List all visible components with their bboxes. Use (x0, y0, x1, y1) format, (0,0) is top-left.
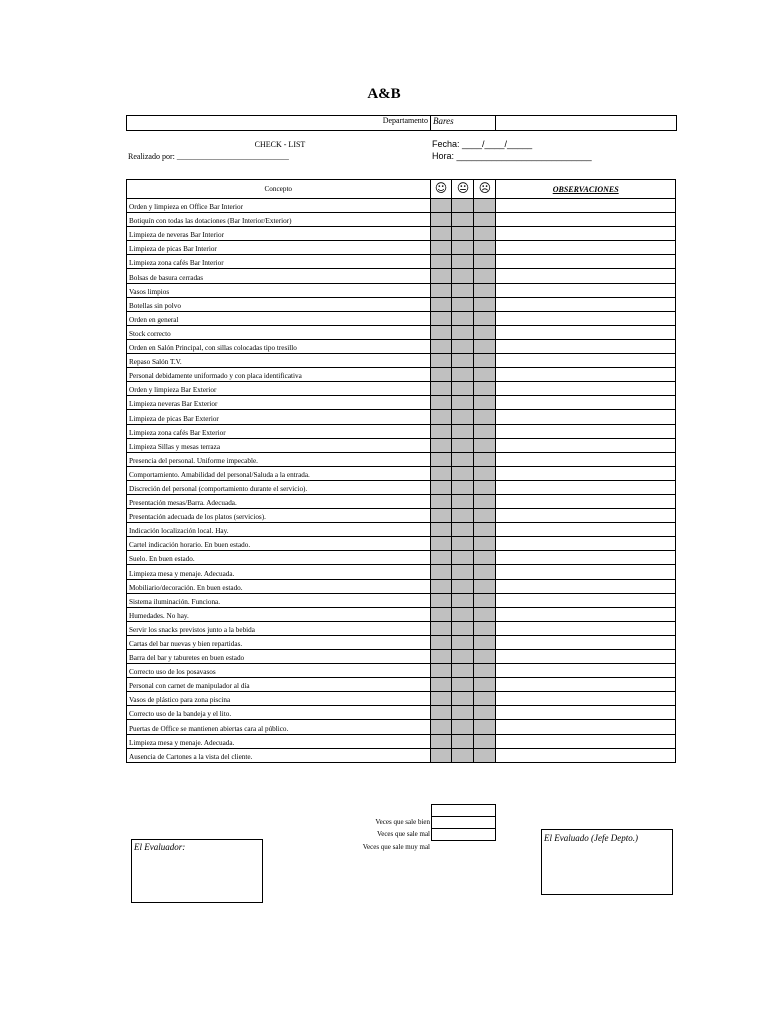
observation-cell[interactable] (496, 199, 676, 213)
rating-cell-happy[interactable] (430, 241, 452, 255)
observation-cell[interactable] (496, 382, 676, 396)
concept-cell: Sistema iluminación. Funciona. (127, 593, 431, 607)
table-header (127, 180, 676, 199)
rating-cell-sad[interactable] (474, 382, 496, 396)
table-row (127, 621, 676, 635)
rating-cell-happy[interactable] (430, 509, 452, 523)
rating-cell-neutral[interactable] (452, 494, 474, 508)
rating-cell-neutral[interactable] (452, 706, 474, 720)
concept-cell: Barra del bar y taburetes en buen estado (127, 650, 431, 664)
table-row (127, 720, 676, 734)
rating-cell-sad[interactable] (474, 509, 496, 523)
rating-cell-neutral[interactable] (452, 452, 474, 466)
rating-cell-sad[interactable] (474, 227, 496, 241)
observation-cell[interactable] (496, 269, 676, 283)
concept-cell: Puertas de Office se mantienen abiertas cara al público. (127, 720, 431, 734)
concept-cell: Indicación localización local. Hay. (127, 523, 431, 537)
table-row (127, 593, 676, 607)
rating-cell-happy[interactable] (430, 255, 452, 269)
table-row (127, 410, 676, 424)
tally-cell-bien[interactable] (432, 817, 496, 829)
observation-cell[interactable] (496, 227, 676, 241)
rating-cell-sad[interactable] (474, 635, 496, 649)
rating-cell-neutral[interactable] (452, 354, 474, 368)
rating-cell-neutral[interactable] (452, 227, 474, 241)
concept-cell: Orden en general (127, 311, 431, 325)
observation-cell[interactable] (496, 565, 676, 579)
concept-cell: Vasos limpios (127, 283, 431, 297)
tally-cell-header (432, 805, 496, 817)
tally-table (431, 804, 496, 841)
table-row (127, 424, 676, 438)
table-row (127, 650, 676, 664)
rating-cell-happy[interactable] (430, 565, 452, 579)
rating-cell-sad[interactable] (474, 213, 496, 227)
table-row (127, 692, 676, 706)
rating-cell-sad[interactable] (474, 664, 496, 678)
rating-cell-neutral[interactable] (452, 410, 474, 424)
rating-cell-happy[interactable] (430, 410, 452, 424)
rating-cell-sad[interactable] (474, 199, 496, 213)
rating-cell-sad[interactable] (474, 607, 496, 621)
observation-cell[interactable] (496, 706, 676, 720)
rating-cell-neutral[interactable] (452, 199, 474, 213)
rating-cell-neutral[interactable] (452, 269, 474, 283)
table-row (127, 579, 676, 593)
observation-cell[interactable] (496, 551, 676, 565)
hora-field[interactable]: Hora: ___________________________ (432, 151, 592, 161)
rating-cell-happy[interactable] (430, 480, 452, 494)
rating-cell-happy[interactable] (430, 551, 452, 565)
table-row (127, 706, 676, 720)
rating-cell-happy[interactable] (430, 748, 452, 762)
concept-cell: Limpieza mesa y menaje. Adecuada. (127, 565, 431, 579)
table-row (127, 734, 676, 748)
observation-cell[interactable] (496, 410, 676, 424)
rating-cell-happy[interactable] (430, 199, 452, 213)
concept-cell: Ausencia de Cartones a la vista del cliente. (127, 748, 431, 762)
observation-cell[interactable] (496, 438, 676, 452)
rating-cell-happy[interactable] (430, 692, 452, 706)
tally-cell-mal[interactable] (432, 829, 496, 841)
concept-cell: Orden y limpieza en Office Bar Interior (127, 199, 431, 213)
concept-cell: Personal con carnet de manipulador al día (127, 678, 431, 692)
page-title: A&B (367, 86, 401, 102)
rating-cell-happy[interactable] (430, 227, 452, 241)
concept-cell: Botiquín con todas las dotaciones (Bar Interior/Exterior) (127, 213, 431, 227)
tally-label-bien: Veces que sale bien (375, 818, 430, 826)
rating-cell-happy[interactable] (430, 579, 452, 593)
table-row (127, 396, 676, 410)
rating-cell-sad[interactable] (474, 255, 496, 269)
table-row (127, 382, 676, 396)
observation-cell[interactable] (496, 650, 676, 664)
rating-cell-neutral[interactable] (452, 311, 474, 325)
observation-cell[interactable] (496, 494, 676, 508)
rating-cell-happy[interactable] (430, 706, 452, 720)
observation-cell[interactable] (496, 452, 676, 466)
concept-cell: Personal debidamente uniformado y con placa identificativa (127, 368, 431, 382)
concept-cell: Presentación mesas/Barra. Adecuada. (127, 494, 431, 508)
rating-cell-neutral[interactable] (452, 621, 474, 635)
rating-cell-neutral[interactable] (452, 678, 474, 692)
rating-cell-sad[interactable] (474, 452, 496, 466)
rating-cell-sad[interactable] (474, 354, 496, 368)
concept-cell: Repaso Salón T.V. (127, 354, 431, 368)
rating-cell-neutral[interactable] (452, 382, 474, 396)
rating-cell-neutral[interactable] (452, 565, 474, 579)
concept-cell: Correcto uso de la bandeja y el lito. (127, 706, 431, 720)
rating-cell-happy[interactable] (430, 424, 452, 438)
rating-cell-sad[interactable] (474, 706, 496, 720)
rating-cell-sad[interactable] (474, 748, 496, 762)
table-row (127, 199, 676, 213)
rating-cell-sad[interactable] (474, 410, 496, 424)
rating-cell-neutral[interactable] (452, 509, 474, 523)
divider (430, 115, 431, 131)
rating-cell-sad[interactable] (474, 565, 496, 579)
rating-cell-sad[interactable] (474, 297, 496, 311)
observations-header: OBSERVACIONES (496, 180, 676, 199)
rating-cell-happy[interactable] (430, 311, 452, 325)
concept-cell: Limpieza zona cafés Bar Exterior (127, 424, 431, 438)
rating-cell-happy[interactable] (430, 537, 452, 551)
rating-cell-sad[interactable] (474, 283, 496, 297)
rating-cell-happy[interactable] (430, 678, 452, 692)
rating-cell-happy[interactable] (430, 494, 452, 508)
observation-cell[interactable] (496, 311, 676, 325)
rating-cell-happy[interactable] (430, 297, 452, 311)
sad-face-glyph: ☹ (478, 180, 492, 195)
table-row (127, 227, 676, 241)
rating-cell-neutral[interactable] (452, 664, 474, 678)
rating-cell-sad[interactable] (474, 494, 496, 508)
rating-cell-sad[interactable] (474, 396, 496, 410)
rating-cell-happy[interactable] (430, 339, 452, 353)
rating-cell-happy[interactable] (430, 593, 452, 607)
rating-cell-neutral[interactable] (452, 692, 474, 706)
table-row (127, 664, 676, 678)
rating-cell-sad[interactable] (474, 480, 496, 494)
table-row (127, 311, 676, 325)
divider (495, 115, 496, 131)
table-row (127, 678, 676, 692)
rating-cell-happy[interactable] (430, 368, 452, 382)
rating-cell-neutral[interactable] (452, 339, 474, 353)
rating-cell-neutral[interactable] (452, 734, 474, 748)
concept-cell: Botellas sin polvo (127, 297, 431, 311)
table-row (127, 494, 676, 508)
rating-cell-sad[interactable] (474, 593, 496, 607)
rating-cell-sad[interactable] (474, 311, 496, 325)
rating-cell-neutral[interactable] (452, 551, 474, 565)
concept-cell: Limpieza de picas Bar Exterior (127, 410, 431, 424)
concept-cell: Limpieza de picas Bar Interior (127, 241, 431, 255)
observation-cell[interactable] (496, 466, 676, 480)
observation-cell[interactable] (496, 283, 676, 297)
rating-cell-sad[interactable] (474, 523, 496, 537)
sad-face-icon (474, 180, 496, 199)
concept-cell: Humedades. No hay. (127, 607, 431, 621)
table-row (127, 607, 676, 621)
rating-cell-neutral[interactable] (452, 593, 474, 607)
happy-face-icon (430, 180, 452, 199)
rating-cell-happy[interactable] (430, 621, 452, 635)
table-row (127, 565, 676, 579)
rating-cell-sad[interactable] (474, 368, 496, 382)
rating-cell-sad[interactable] (474, 325, 496, 339)
concept-cell: Discreción del personal (comportamiento durante el servicio). (127, 480, 431, 494)
fecha-field[interactable]: Fecha: ____/____/_____ (432, 139, 533, 149)
rating-cell-neutral[interactable] (452, 396, 474, 410)
rating-cell-happy[interactable] (430, 734, 452, 748)
rating-cell-neutral[interactable] (452, 255, 474, 269)
happy-face-glyph: ☺ (434, 180, 448, 195)
observation-cell[interactable] (496, 523, 676, 537)
rating-cell-sad[interactable] (474, 339, 496, 353)
concept-cell: Servir los snacks previstos junto a la bebida (127, 621, 431, 635)
observation-cell[interactable] (496, 579, 676, 593)
rating-cell-sad[interactable] (474, 424, 496, 438)
rating-cell-neutral[interactable] (452, 650, 474, 664)
table-row (127, 537, 676, 551)
checklist-table (126, 179, 676, 763)
rating-cell-sad[interactable] (474, 269, 496, 283)
table-row (127, 523, 676, 537)
checklist-heading: CHECK - LIST (254, 140, 306, 149)
rating-cell-sad[interactable] (474, 692, 496, 706)
table-row (127, 368, 676, 382)
observation-cell[interactable] (496, 678, 676, 692)
concept-cell: Limpieza mesa y menaje. Adecuada. (127, 734, 431, 748)
rating-cell-neutral[interactable] (452, 466, 474, 480)
rating-cell-sad[interactable] (474, 650, 496, 664)
observation-cell[interactable] (496, 720, 676, 734)
concept-cell: Correcto uso de los posavasos (127, 664, 431, 678)
table-row (127, 255, 676, 269)
rating-cell-sad[interactable] (474, 551, 496, 565)
neutral-face-glyph: 😐 (456, 180, 470, 195)
table-row (127, 509, 676, 523)
observation-cell[interactable] (496, 748, 676, 762)
rating-cell-neutral[interactable] (452, 438, 474, 452)
rating-cell-happy[interactable] (430, 213, 452, 227)
observation-cell[interactable] (496, 424, 676, 438)
rating-cell-happy[interactable] (430, 396, 452, 410)
concept-cell: Stock correcto (127, 325, 431, 339)
rating-cell-happy[interactable] (430, 523, 452, 537)
table-row (127, 269, 676, 283)
rating-cell-neutral[interactable] (452, 325, 474, 339)
rating-cell-happy[interactable] (430, 438, 452, 452)
rating-cell-sad[interactable] (474, 466, 496, 480)
table-row (127, 339, 676, 353)
rating-cell-happy[interactable] (430, 650, 452, 664)
concept-cell: Limpieza zona cafés Bar Interior (127, 255, 431, 269)
rating-cell-neutral[interactable] (452, 720, 474, 734)
rating-cell-neutral[interactable] (452, 241, 474, 255)
observation-cell[interactable] (496, 339, 676, 353)
observation-cell[interactable] (496, 213, 676, 227)
table-row (127, 325, 676, 339)
observation-cell[interactable] (496, 593, 676, 607)
observation-cell[interactable] (496, 354, 676, 368)
concept-cell: Limpieza de neveras Bar Interior (127, 227, 431, 241)
rating-cell-sad[interactable] (474, 579, 496, 593)
rating-cell-neutral[interactable] (452, 368, 474, 382)
rating-cell-sad[interactable] (474, 241, 496, 255)
rating-cell-happy[interactable] (430, 607, 452, 621)
concept-cell: Limpieza Sillas y mesas terraza (127, 438, 431, 452)
concept-cell: Vasos de plástico para zona piscina (127, 692, 431, 706)
observation-cell[interactable] (496, 734, 676, 748)
rating-cell-neutral[interactable] (452, 480, 474, 494)
rating-cell-neutral[interactable] (452, 213, 474, 227)
concept-cell: Presencia del personal. Uniforme impecable. (127, 452, 431, 466)
observation-cell[interactable] (496, 255, 676, 269)
rating-cell-sad[interactable] (474, 438, 496, 452)
table-row (127, 748, 676, 762)
rating-cell-neutral[interactable] (452, 283, 474, 297)
rating-cell-happy[interactable] (430, 466, 452, 480)
table-row (127, 213, 676, 227)
rating-cell-sad[interactable] (474, 537, 496, 551)
rating-cell-sad[interactable] (474, 720, 496, 734)
observation-cell[interactable] (496, 509, 676, 523)
rating-cell-neutral[interactable] (452, 635, 474, 649)
rating-cell-happy[interactable] (430, 269, 452, 283)
observation-cell[interactable] (496, 607, 676, 621)
neutral-face-icon (452, 180, 474, 199)
concept-cell: Orden y limpieza Bar Exterior (127, 382, 431, 396)
rating-cell-happy[interactable] (430, 382, 452, 396)
observation-cell[interactable] (496, 692, 676, 706)
concept-cell: Orden en Salón Principal, con sillas colocadas tipo tresillo (127, 339, 431, 353)
observation-cell[interactable] (496, 297, 676, 311)
observation-cell[interactable] (496, 325, 676, 339)
department-label: Departamento (382, 116, 428, 125)
rating-cell-neutral[interactable] (452, 607, 474, 621)
rating-cell-happy[interactable] (430, 354, 452, 368)
rating-cell-neutral[interactable] (452, 748, 474, 762)
realizado-por-field[interactable]: Realizado por: ____________________________ (128, 152, 289, 161)
observation-cell[interactable] (496, 664, 676, 678)
observation-cell[interactable] (496, 480, 676, 494)
rating-cell-neutral[interactable] (452, 579, 474, 593)
concept-cell: Cartel indicación horario. En buen estado. (127, 537, 431, 551)
concept-cell: Comportamiento. Amabilidad del personal/Saluda a la entrada. (127, 466, 431, 480)
evaluator-label: El Evaluador: (134, 842, 186, 852)
table-row (127, 551, 676, 565)
rating-cell-neutral[interactable] (452, 297, 474, 311)
rating-cell-happy[interactable] (430, 325, 452, 339)
table-row (127, 466, 676, 480)
rating-cell-happy[interactable] (430, 635, 452, 649)
rating-cell-neutral[interactable] (452, 424, 474, 438)
observation-cell[interactable] (496, 635, 676, 649)
rating-cell-sad[interactable] (474, 678, 496, 692)
rating-cell-happy[interactable] (430, 664, 452, 678)
observation-cell[interactable] (496, 537, 676, 551)
rating-cell-neutral[interactable] (452, 523, 474, 537)
rating-cell-happy[interactable] (430, 452, 452, 466)
observation-cell[interactable] (496, 241, 676, 255)
concept-cell: Suelo. En buen estado. (127, 551, 431, 565)
rating-cell-sad[interactable] (474, 734, 496, 748)
rating-cell-happy[interactable] (430, 720, 452, 734)
concept-cell: Cartas del bar nuevas y bien repartidas. (127, 635, 431, 649)
rating-cell-neutral[interactable] (452, 537, 474, 551)
table-row (127, 283, 676, 297)
concept-cell: Bolsas de basura cerradas (127, 269, 431, 283)
observation-cell[interactable] (496, 368, 676, 382)
department-value[interactable]: Bares (433, 116, 454, 126)
observation-cell[interactable] (496, 396, 676, 410)
tally-label-mal: Veces que sale mal (376, 830, 430, 838)
table-row (127, 480, 676, 494)
table-row (127, 635, 676, 649)
concept-cell: Mobiliario/decoración. En buen estado. (127, 579, 431, 593)
table-row (127, 354, 676, 368)
concept-cell: Limpieza neveras Bar Exterior (127, 396, 431, 410)
concept-header: Concepto (127, 180, 431, 199)
rating-cell-happy[interactable] (430, 283, 452, 297)
table-row (127, 438, 676, 452)
observation-cell[interactable] (496, 621, 676, 635)
tally-label-muy-mal: Veces que sale muy mal (362, 843, 430, 851)
table-row (127, 452, 676, 466)
evaluated-label: El Evaluado (Jefe Depto.) (544, 833, 638, 843)
table-row (127, 297, 676, 311)
rating-cell-sad[interactable] (474, 621, 496, 635)
concept-cell: Presentación adecuada de los platos (servicios). (127, 509, 431, 523)
table-row (127, 241, 676, 255)
